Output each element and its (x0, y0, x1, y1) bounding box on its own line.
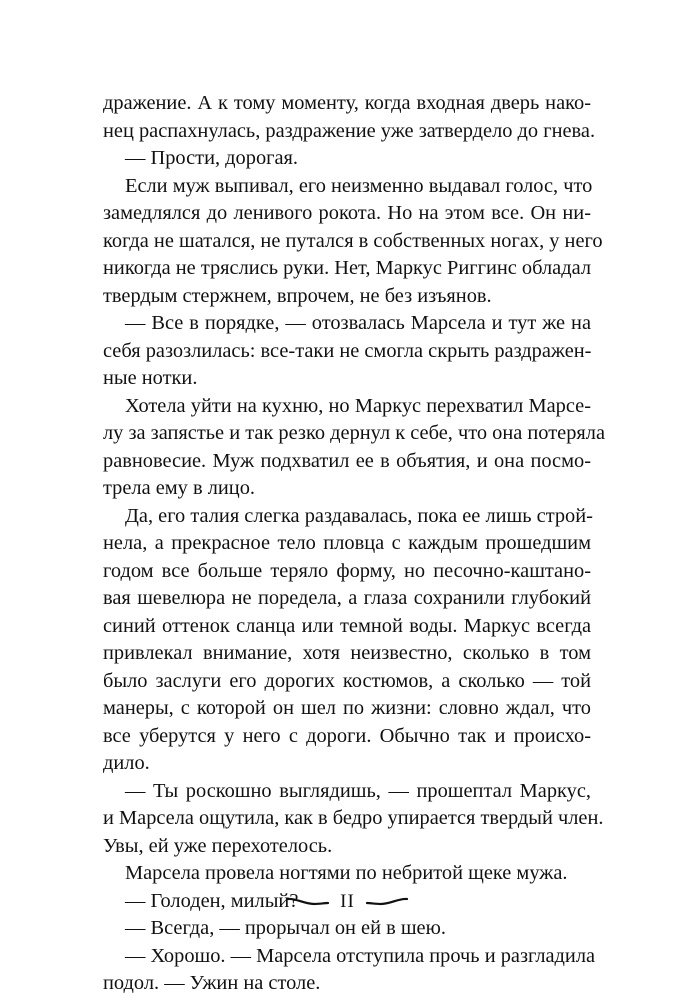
text-line: твердым стержнем, впрочем, не без изъянов. (103, 284, 492, 307)
text-line: Если муж выпивал, его неизменно выдавал голос, что (125, 174, 593, 197)
text-line: лу за запястье и так резко дернул к себе, что она потеряла (103, 422, 605, 444)
page-number: II (340, 891, 355, 912)
swash-left-icon (286, 895, 330, 909)
text-line: годом все больше теряло форму, но песочно-каштано- (103, 559, 591, 582)
text-line: себя разозлилась: все-таки не смогла скрыть раздражен- (103, 339, 592, 362)
text-line: манеры, с которой он шел по жизни: словно ждал, что (103, 697, 591, 719)
paragraph (103, 503, 591, 778)
text-line: — Хорошо. — Марсела отступила прочь и разгладила (125, 944, 596, 967)
text-line: все уберутся у него с дороги. Обычно так и происхо- (103, 724, 591, 747)
paragraph (103, 860, 591, 888)
paragraph (103, 173, 603, 311)
paragraph (103, 393, 605, 503)
text-line: равновесие. Муж подхватил ее в объятия, и она посмо- (103, 449, 591, 472)
text-line: — Прости, дорогая. (125, 147, 299, 169)
text-line: синий оттенок сланца или темной воды. Маркус всегда (103, 614, 591, 637)
paragraph (103, 915, 591, 943)
text-line: когда не шатался, не путался в собственных ногах, у него (103, 229, 603, 252)
paragraph (103, 778, 604, 861)
text-line: — Всегда, — прорычал он ей в шею. (125, 917, 446, 939)
paragraph (103, 90, 596, 145)
text-line: вая шевелюра не поредела, а глаза сохранили глубокий (103, 587, 591, 609)
text-line: Хотела уйти на кухню, но Маркус перехватил Марсе- (125, 394, 591, 417)
text-line: нец распахнулась, раздражение уже затвердело до гнева. (103, 119, 596, 142)
text-line: Марсела провела ногтями по небритой щеке мужа. (125, 862, 568, 884)
text-line: дило. (103, 752, 150, 774)
text-line: нела, а прекрасное тело пловца с каждым прошедшим (103, 532, 591, 554)
text-line: подол. — Ужин на столе. (103, 972, 321, 994)
text-line: — Голоден, милый? (125, 889, 299, 912)
paragraph (103, 943, 596, 998)
page-footer (0, 887, 695, 917)
text-line: дражение. А к тому моменту, когда входная дверь нако- (103, 92, 591, 114)
text-line: трела ему в лицо. (103, 477, 255, 499)
paragraph (103, 310, 591, 393)
text-line: никогда не тряслись руки. Нет, Маркус Риггинс обладал (103, 257, 591, 279)
text-line: — Ты роскошно выглядишь, — прошептал Маркус, (125, 779, 591, 802)
text-line: было заслуги его дорогих костюмов, а сколько — той (103, 669, 591, 692)
text-line: привлекал внимание, хотя неизвестно, сколько в том (103, 642, 591, 664)
text-line: Да, его талия слегка раздавалась, пока ее лишь строй- (125, 504, 593, 527)
text-line: ные нотки. (103, 367, 198, 389)
swash-right-icon (365, 895, 409, 909)
text-line: и Марсела ощутила, как в бедро упирается твердый член. (103, 807, 604, 829)
page-text (103, 90, 605, 998)
paragraph (103, 145, 591, 173)
text-line: Увы, ей уже перехотелось. (103, 834, 333, 857)
text-line: — Все в порядке, — отозвалась Марсела и тут же на (125, 312, 591, 334)
text-line: замедлялся до ленивого рокота. Но на этом все. Он ни- (103, 202, 591, 224)
